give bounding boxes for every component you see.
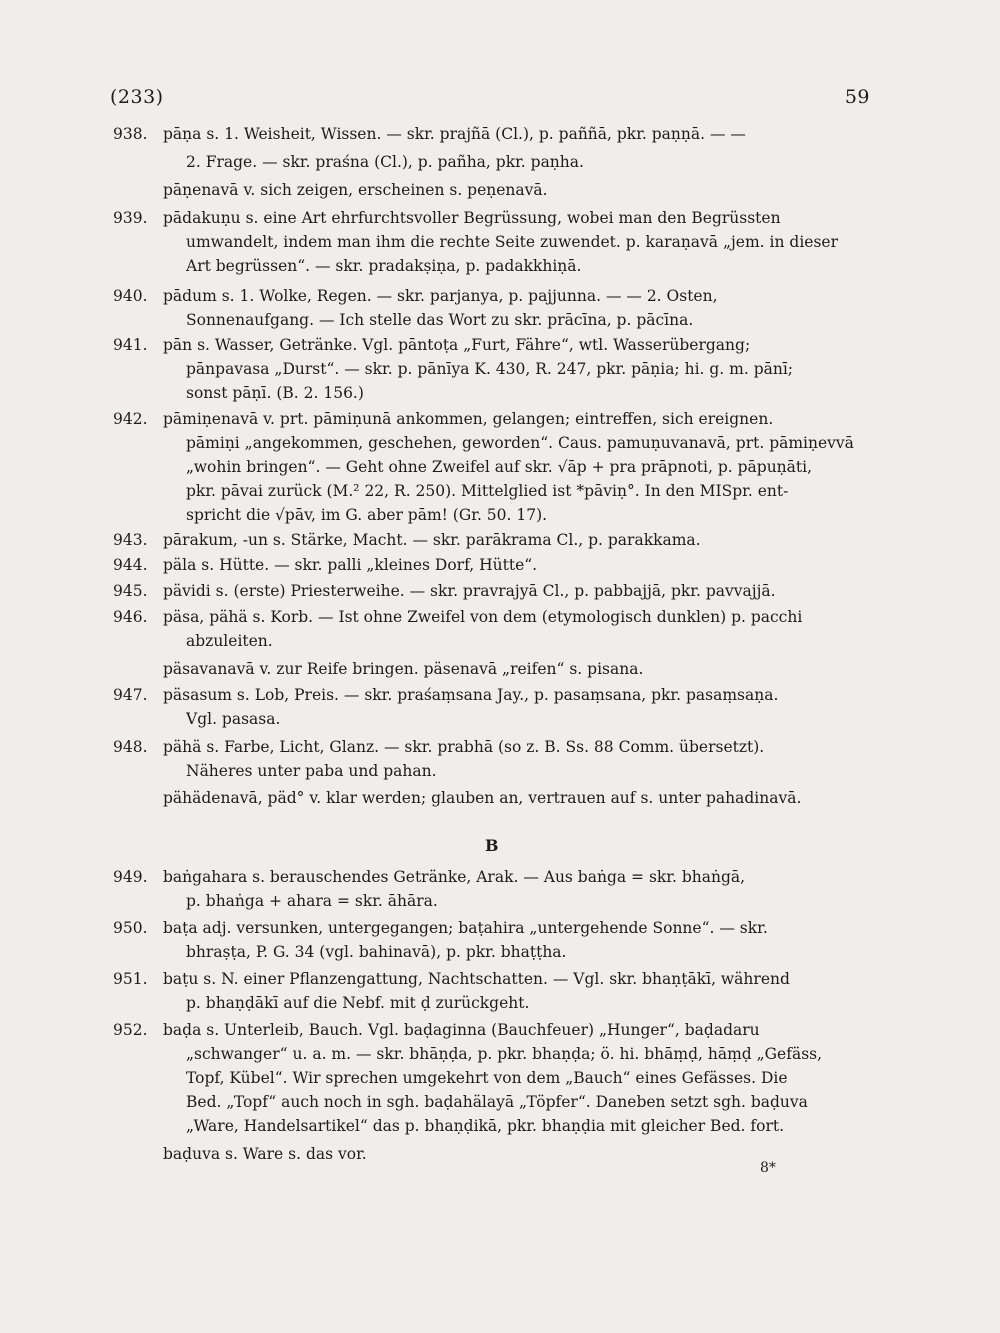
page-header-left: (233) <box>110 86 164 108</box>
entry-line: pāmiṇi „angekommen, geschehen, geworden“. Caus. pamuṇuvanavā, prt. pāmiṇevvā <box>186 434 854 452</box>
entry-number: 948. <box>113 738 148 756</box>
page-number: 59 <box>844 86 870 108</box>
entry-line: abzuleiten. <box>186 632 273 650</box>
entry-number: 943. <box>113 531 148 549</box>
entry-line: pähä s. Farbe, Licht, Glanz. — skr. prabhā (so z. B. Ss. 88 Comm. übersetzt). <box>163 738 765 756</box>
entry-line: pādum s. 1. Wolke, Regen. — skr. parjanya, p. pajjunna. — — 2. Osten, <box>163 287 718 305</box>
entry-line: „Ware, Handelsartikel“ das p. bhaṇḍikā, pkr. bhaṇḍia mit gleicher Bed. fort. <box>186 1117 785 1135</box>
entry-number: 947. <box>113 686 148 704</box>
entry-number: 950. <box>113 919 148 937</box>
entry-number: 938. <box>113 125 148 143</box>
entry-number: 941. <box>113 336 148 354</box>
entry-number: 942. <box>113 410 148 428</box>
entry-number: 944. <box>113 556 148 574</box>
entry-line: bhraṣṭa, P. G. 34 (vgl. bahinavā), p. pkr. bhaṭṭha. <box>186 943 567 961</box>
entry-line: Bed. „Topf“ auch noch in sgh. baḍahälayā „Töpfer“. Daneben setzt sgh. baḍuva <box>186 1093 808 1111</box>
entry-line: p. bhaṅga + ahara = skr. āhāra. <box>186 892 438 910</box>
entry-number: 940. <box>113 287 148 305</box>
entry-line: baṭa adj. versunken, untergegangen; baṭahira „untergehende Sonne“. — skr. <box>163 919 768 937</box>
entry-line: baḍa s. Unterleib, Bauch. Vgl. baḍaginna (Bauchfeuer) „Hunger“, baḍadaru <box>163 1021 760 1039</box>
entry-number: 939. <box>113 209 148 227</box>
entry-line: baṭu s. N. einer Pflanzengattung, Nachtschatten. — Vgl. skr. bhaṇṭākī, während <box>163 970 790 988</box>
entry-line: pāṇenavā v. sich zeigen, erscheinen s. peṇenavā. <box>163 181 548 199</box>
entry-line: pān s. Wasser, Getränke. Vgl. pāntoṭa „Furt, Fähre“, wtl. Wasserübergang; <box>163 336 751 354</box>
entry-line: Näheres unter paba und pahan. <box>186 762 437 780</box>
entry-line: päsasum s. Lob, Preis. — skr. praśaṃsana Jay., p. pasaṃsana, pkr. pasaṃsaṇa. <box>163 686 779 704</box>
entry-line: pāmiṇenavā v. prt. pāmiṇunā ankommen, gelangen; eintreffen, sich ereignen. <box>163 410 774 428</box>
entry-line: pādakuṇu s. eine Art ehrfurchtsvoller Begrüssung, wobei man den Begrüssten <box>163 209 781 227</box>
entry-line: sonst pāṇī. (B. 2. 156.) <box>186 384 364 402</box>
signature-mark: 8* <box>760 1160 776 1176</box>
entry-line: pānpavasa „Durst“. — skr. p. pānīya K. 430, R. 247, pkr. pāṇia; hi. g. m. pānī; <box>186 360 794 378</box>
entry-line: 2. Frage. — skr. praśna (Cl.), p. pañha, pkr. paṇha. <box>186 153 584 171</box>
entry-line: Art begrüssen“. — skr. pradakṣiṇa, p. padakkhiṇā. <box>186 257 582 275</box>
entry-line: päsa, pähä s. Korb. — Ist ohne Zweifel von dem (etymologisch dunklen) p. pacchi <box>163 608 803 626</box>
entry-line: pähädenavā, päd° v. klar werden; glauben an, vertrauen auf s. unter pahadinavā. <box>163 789 802 807</box>
entry-line: „wohin bringen“. — Geht ohne Zweifel auf skr. √āp + pra prāpnoti, p. pāpuṇāti, <box>186 458 813 476</box>
entry-number: 949. <box>113 868 148 886</box>
entry-line: Vgl. pasasa. <box>186 710 281 728</box>
entry-line: Sonnenaufgang. — Ich stelle das Wort zu skr. prācīna, p. pācīna. <box>186 311 694 329</box>
entry-line: p. bhaṇḍākī auf die Nebf. mit ḍ zurückgeht. <box>186 994 530 1012</box>
entry-line: pävidi s. (erste) Priesterweihe. — skr. pravrajyā Cl., p. pabbajjā, pkr. pavvajjā. <box>163 582 776 600</box>
entry-line: spricht die √pāv, im G. aber pām! (Gr. 50. 17). <box>186 506 548 524</box>
entry-line: pāṇa s. 1. Weisheit, Wissen. — skr. prajñā (Cl.), p. paññā, pkr. paṇṇā. — — <box>163 125 746 143</box>
entry-line: baṅgahara s. berauschendes Getränke, Arak. — Aus baṅga = skr. bhaṅgā, <box>163 868 746 886</box>
entry-number: 946. <box>113 608 148 626</box>
entry-line: pkr. pāvai zurück (M.² 22, R. 250). Mittelglied ist *pāviṇ°. In den MISpr. ent- <box>186 482 789 500</box>
entry-line: päsavanavā v. zur Reife bringen. päsenavā „reifen“ s. pisana. <box>163 660 644 678</box>
entry-line: pārakum, -un s. Stärke, Macht. — skr. parākrama Cl., p. parakkama. <box>163 531 701 549</box>
entry-number: 952. <box>113 1021 148 1039</box>
entry-line: päla s. Hütte. — skr. palli „kleines Dorf, Hütte“. <box>163 556 538 574</box>
entry-line: baḍuva s. Ware s. das vor. <box>163 1145 367 1163</box>
section-letter: B <box>485 836 499 855</box>
entry-line: „schwanger“ u. a. m. — skr. bhāṇḍa, p. pkr. bhaṇḍa; ö. hi. bhāṃḍ, hāṃḍ „Gefäss, <box>186 1045 823 1063</box>
entry-line: Topf, Kübel“. Wir sprechen umgekehrt von dem „Bauch“ eines Gefässes. Die <box>186 1069 788 1087</box>
entry-number: 945. <box>113 582 148 600</box>
entry-line: umwandelt, indem man ihm die rechte Seite zuwendet. p. karaṇavā „jem. in dieser <box>186 233 838 251</box>
entry-number: 951. <box>113 970 148 988</box>
